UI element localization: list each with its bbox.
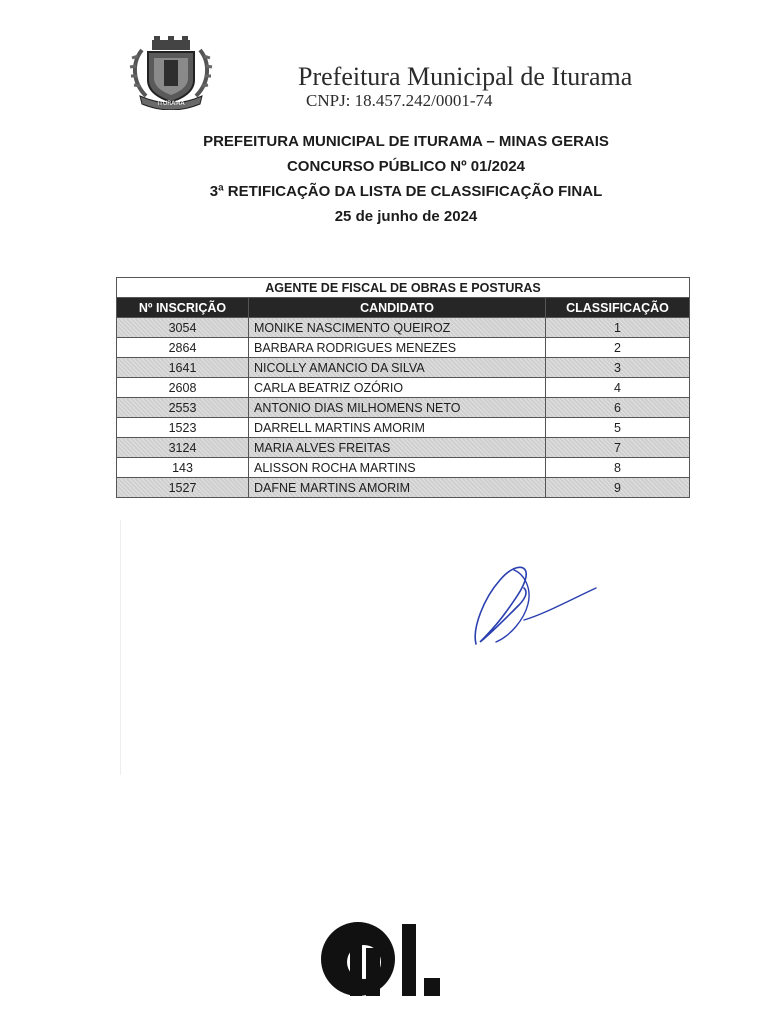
municipal-crest-icon [128, 36, 214, 110]
table-row [117, 458, 690, 478]
cell-inscricao: 2864 [117, 338, 249, 358]
heading-line-2: CONCURSO PÚBLICO Nº 01/2024 [286, 158, 526, 175]
column-header-classificacao: CLASSIFICAÇÃO [546, 298, 690, 318]
cell-candidato: ALISSON ROCHA MARTINS [249, 458, 546, 478]
table-row [117, 478, 690, 498]
table-row [117, 378, 690, 398]
cell-classificacao: 8 [546, 458, 690, 478]
letterhead-name: Prefeitura Municipal de Iturama [298, 62, 633, 91]
heading-date: 25 de junho de 2024 [334, 208, 478, 225]
cell-classificacao: 4 [546, 378, 690, 398]
cell-inscricao: 143 [117, 458, 249, 478]
column-header-inscricao: Nº INSCRIÇÃO [117, 298, 249, 318]
table-row [117, 318, 690, 338]
table-row [117, 438, 690, 458]
hl-logo [320, 918, 480, 1000]
crest-ribbon-text: ITURAMA [157, 100, 185, 107]
cell-inscricao: 2608 [117, 378, 249, 398]
table-title: AGENTE DE FISCAL DE OBRAS E POSTURAS [117, 278, 690, 298]
cell-classificacao: 3 [546, 358, 690, 378]
scan-artifact [120, 520, 121, 775]
cell-candidato: DARRELL MARTINS AMORIM [249, 418, 546, 438]
cell-candidato: MARIA ALVES FREITAS [249, 438, 546, 458]
table-row [117, 358, 690, 378]
cell-inscricao: 2553 [117, 398, 249, 418]
cell-classificacao: 2 [546, 338, 690, 358]
cell-candidato: MONIKE NASCIMENTO QUEIROZ [249, 318, 546, 338]
cell-inscricao: 1527 [117, 478, 249, 498]
cell-candidato: NICOLLY AMANCIO DA SILVA [249, 358, 546, 378]
table-row [117, 338, 690, 358]
cell-inscricao: 3054 [117, 318, 249, 338]
letterhead-cnpj: CNPJ: 18.457.242/0001-74 [306, 91, 493, 110]
column-header-candidato: CANDIDATO [249, 298, 546, 318]
document-heading [0, 129, 768, 229]
table-row [117, 398, 690, 418]
cell-classificacao: 7 [546, 438, 690, 458]
cell-candidato: ANTONIO DIAS MILHOMENS NETO [249, 398, 546, 418]
classification-table [116, 277, 690, 498]
cell-classificacao: 9 [546, 478, 690, 498]
cell-inscricao: 3124 [117, 438, 249, 458]
table-caption-row [117, 278, 690, 298]
signature-icon [466, 558, 598, 650]
cell-candidato: BARBARA RODRIGUES MENEZES [249, 338, 546, 358]
table-header-row [117, 298, 690, 318]
cell-candidato: CARLA BEATRIZ OZÓRIO [249, 378, 546, 398]
cell-candidato: DAFNE MARTINS AMORIM [249, 478, 546, 498]
heading-line-3: 3ª RETIFICAÇÃO DA LISTA DE CLASSIFICAÇÃO FINAL [209, 183, 603, 200]
table-row [117, 418, 690, 438]
logo-text: hl. [320, 918, 322, 919]
heading-line-1: PREFEITURA MUNICIPAL DE ITURAMA – MINAS GERAIS [203, 133, 609, 150]
cell-inscricao: 1641 [117, 358, 249, 378]
cell-classificacao: 5 [546, 418, 690, 438]
cell-classificacao: 6 [546, 398, 690, 418]
cell-classificacao: 1 [546, 318, 690, 338]
cell-inscricao: 1523 [117, 418, 249, 438]
